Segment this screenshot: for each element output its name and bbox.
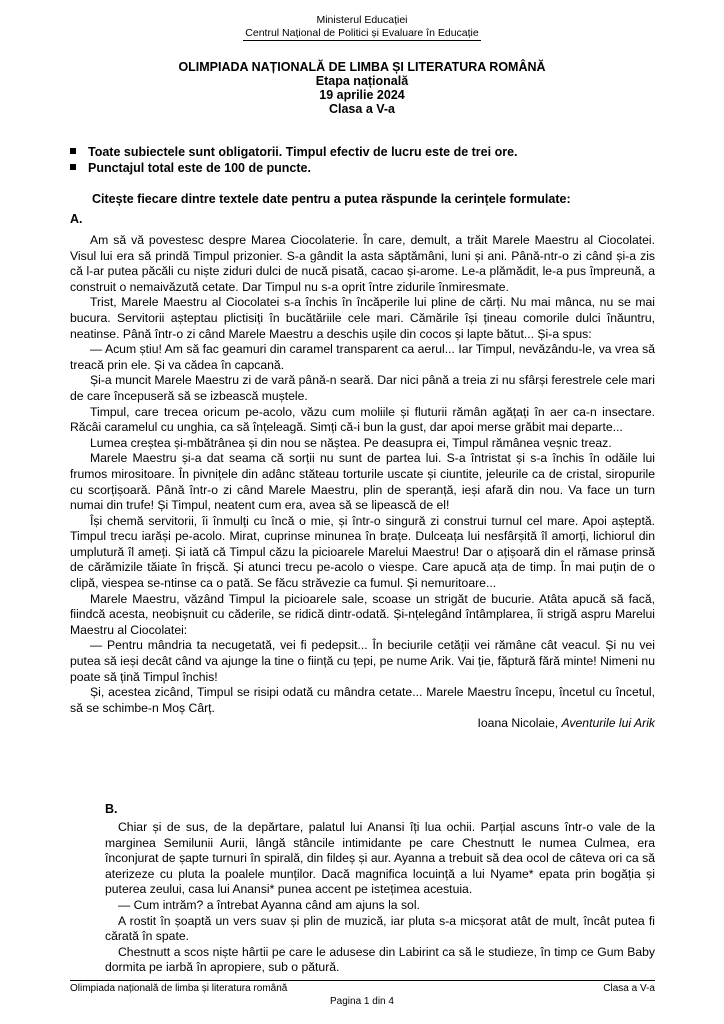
document-title [0,60,724,116]
title-stage: Etapa națională [315,74,409,88]
paragraph: Și-a muncit Marele Maestru zi de vară până-n seară. Dar nici până a treia zi nu sfârși ferestrele cele mari de care începuseră să se izbească muștele. [70,373,655,403]
paragraph: Chestnutt a scos niște hârtii pe care le adusese din Labirint ca să le studieze, în timp ce Gum Baby dormita pe iarbă în apropiere, sub o pătură. [105,944,655,975]
square-bullet-icon [70,148,76,154]
square-bullet-icon [70,164,76,170]
work-title: Aventurile lui Arik [561,716,655,731]
instruction: Citește fiecare dintre textele date pentru a putea răspunde la cerințele formulate: [92,192,571,206]
paragraph: A rostit în șoaptă un vers suav și plin de muzică, iar pluta s-a micșorat atât de mult, încât putea fi cărată în spate. [105,913,655,944]
page-header [0,14,724,41]
text-a-source [70,716,655,732]
title-grade: Clasa a V-a [328,102,395,116]
title-olympiad: OLIMPIADA NAȚIONALĂ DE LIMBA ȘI LITERATURA ROMÂNĂ [178,60,546,74]
paragraph: Marele Maestru și-a dat seama că sorții nu sunt de partea lui. S-a întristat și s-a închis în odăile lui frumos mirositoare. În pivnițele din adânc stăteau torturile uscate și ciuntite, jeleurile ca de cristal, siropurile cu scorțișoară. Până într-o zi când Marele Maestru, plin de speranță, ieși afară din nou. Va face un turn numai din trufe! Și Timpul, neatent cum era, avea să se lipească de el! [70,451,655,513]
paragraph: Lumea creștea și-mbătrânea și din nou se năștea. Pe deasupra ei, Timpul rămânea veșnic treaz. [90,435,612,450]
text-a-label: A. [70,212,83,226]
paragraph: Și, acestea zicând, Timpul se risipi odată cu mândra cetate... Marele Maestru începu, încetul cu încetul, să se schimbe-n Moș Cârț. [70,685,655,715]
footer-olympiad-name: Olimpiada națională de limba și literatura română [70,983,288,994]
rule-item: Toate subiectele sunt obligatorii. Timpul efectiv de lucru este de trei ore. [70,144,670,160]
paragraph: — Cum intrăm? a întrebat Ayanna când am ajuns la sol. [118,897,420,912]
footer-grade: Clasa a V-a [603,983,655,994]
author-name: Ioana Nicolaie, [477,716,562,731]
page-number: Pagina 1 din 4 [330,996,394,1007]
text-b-label: B. [105,802,118,816]
text-a-body [70,233,655,732]
title-date: 19 aprilie 2024 [319,88,405,102]
rule-item: Punctajul total este de 100 de puncte. [70,160,670,176]
exam-rules [70,144,670,176]
paragraph: Am să vă povestesc despre Marea Ciocolaterie. În care, demult, a trăit Marele Maestru al Ciocolatei. Visul lui era să prindă Timpul prizonier. S-a gândit la asta săptămâni, luni și ani. Până-ntr-o zi când și-a zis că l-ar putea păcăli cu niște ziduri dulci de nucă pisată, cacao și-arome. Le-a plămădit, le-a pus împreună, a construit o nemaivăzută cetate. Dar Timpul nu s-a oprit între zidurile înmiresmate. [70,233,655,294]
paragraph: — Acum știu! Am să fac geamuri din caramel transparent ca aerul... Iar Timpul, nevăzându-le, va vrea să treacă prin ele. Și va cădea în capcană. [70,342,655,372]
text-b-body [105,820,655,976]
ministry-name: Ministerul Educației [316,14,408,26]
center-name: Centrul Național de Politici și Evaluare în Educație [243,27,480,42]
paragraph: — Pentru mândria ta necugetată, vei fi pedepsit... În beciurile cetății vei rămâne cât veacul. Și nu vei putea să ieși decât când va ajunge la tine o ființă cu țepi, pe nume Arik. Vai ție, făptură fără minte! Nimeni nu poate să țină Timpul închis! [70,638,655,684]
paragraph: Marele Maestru, văzând Timpul la picioarele sale, scoase un strigăt de bucurie. Atâta apucă să facă, fiindcă acesta, neobișnuit cu căderile, se ridică dintr-odată. Și-nțelegând întâmplarea, îi strigă aspru Marelui Maestru al Ciocolatei: [70,591,655,637]
paragraph: Trist, Marele Maestru al Ciocolatei s-a închis în încăperile lui pline de cărți. Nu mai mânca, nu se mai bucura. Servitorii așteptau plictisiți în bucătăriile cele mari. Cămările își țineau comorile dulci înăuntru, neatinse. Până într-o zi când Marele Maestru a deschis ușile din cocos și lapte bătut... Și-a spus: [70,295,655,341]
footer-divider [70,980,655,981]
paragraph: Chiar și de sus, de la depărtare, palatul lui Anansi îți lua ochii. Parțial ascuns într-o vale de la marginea Semilunii Aurii, lângă stâncile intimidante pe care Chestnutt le numea Culmea, era înconjurat de șapte turnuri în spirală, din fildeș și aur. Ayanna a trebuit să dea ocol de câteva ori ca să aterizeze cu pluta la poalele munților. Dacă magnifica locuință a lui Nyame* epata prin bogăția și puterea zeului, casa lui Anansi* punea accent pe istețimea acestuia. [105,820,655,897]
paragraph: Își chemă servitorii, îi înmulți cu încă o mie, și într-o singură zi construi turnul cel mare. Apoi așteptă. Timpul trecu iarăși pe-acolo. Mirat, cuprinse minunea în brațe. Dulceața lui nesfârșită îl amorți, lichiorul din umplutură îl ameți. Și iată că Timpul căzu la picioarele Marelui Maestru! Dar o ațișoară din el rămase prinsă de cărămizile tăiate în frișcă. Și atunci trecu pe-acolo o viespe. Care apucă ața de timp. În mai puțin de o clipă, viespea se-ntinse ca o pată. Se făcu străvezie ca fumul. Și nemuritoare... [70,513,655,591]
paragraph: Timpul, care trecea oricum pe-acolo, văzu cum moliile și fluturii rămân agățați în aer ca-n insectare. Răcâi caramelul cu unghia, ca să înțeleagă. Simți că-i bun la gust, dar apoi merse grăbit mai departe... [70,404,655,435]
